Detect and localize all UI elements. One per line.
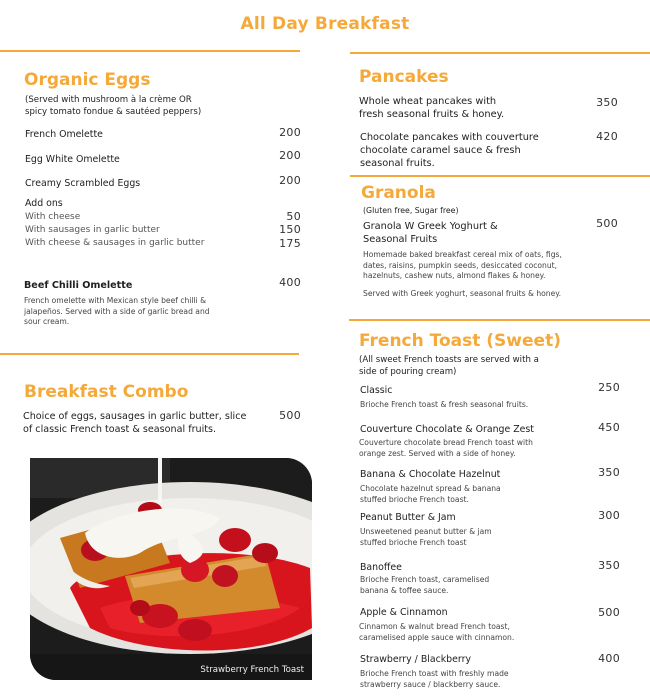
menu-item-price: 500 [596, 217, 618, 230]
desc-line: banana & toffee sauce. [360, 585, 449, 595]
addon-name: With cheese [25, 212, 81, 222]
section-divider [350, 175, 650, 177]
menu-item-name: Classic [360, 385, 393, 396]
menu-item-name [359, 95, 504, 121]
food-image [30, 458, 312, 680]
desc-line: sour cream. [24, 317, 70, 326]
menu-item-description [359, 622, 514, 643]
desc-line: Unsweetened peanut butter & jam [360, 527, 492, 536]
desc-line: strawberry sauce / blackberry sauce. [360, 679, 501, 689]
desc-line: Cinnamon & walnut bread French toast, [359, 622, 510, 631]
menu-item-price: 250 [598, 381, 620, 394]
menu-item-name: French Omelette [25, 129, 103, 140]
menu-item-description [359, 438, 533, 459]
desc-line: dates, raisins, pumpkin seeds, desiccated coconut, [363, 260, 558, 270]
menu-item-description [24, 296, 210, 328]
menu-item-name: Banoffee [360, 562, 402, 573]
menu-item-description [360, 669, 509, 690]
desc-line: caramelised apple sauce with cinnamon. [359, 632, 515, 642]
desc-line: Couverture chocolate bread French toast with [359, 438, 533, 447]
section-heading-breakfast-combo: Breakfast Combo [24, 382, 189, 402]
desc-line: stuffed brioche French toast [360, 537, 467, 547]
item-line: chocolate caramel sauce & fresh [360, 145, 521, 156]
item-line: Whole wheat pancakes with [359, 96, 497, 107]
item-line: Granola W Greek Yoghurt & [363, 221, 498, 232]
addon-name: With cheese & sausages in garlic butter [25, 238, 205, 248]
menu-item-price: 420 [596, 130, 618, 143]
addons-label: Add ons [25, 198, 63, 209]
menu-item-price: 450 [598, 421, 620, 434]
menu-item-price: 350 [598, 559, 620, 572]
addon-price: 50 [286, 210, 301, 223]
menu-item-price: 350 [596, 96, 618, 109]
menu-item-name: Creamy Scrambled Eggs [25, 178, 141, 189]
menu-item-price: 200 [279, 174, 301, 187]
menu-item-name: Strawberry / Blackberry [360, 654, 471, 665]
menu-item-price: 200 [279, 149, 301, 162]
addon-price: 150 [279, 223, 301, 236]
menu-item-price: 200 [279, 126, 301, 139]
section-heading-organic-eggs: Organic Eggs [24, 70, 151, 90]
desc-line: Brioche French toast, caramelised [360, 575, 490, 584]
note-line: (Served with mushroom à la crème OR [25, 95, 192, 105]
desc-line: orange zest. Served with a side of honey. [359, 448, 516, 458]
desc-line: jalapeños. Served with a side of garlic bread and [24, 306, 210, 316]
granola-served-note: Served with Greek yoghurt, seasonal fruits & honey. [363, 289, 562, 298]
note-line: side of pouring cream) [359, 366, 457, 377]
page-title: All Day Breakfast [240, 14, 410, 34]
menu-item-price: 400 [279, 276, 301, 289]
title-divider-left [0, 50, 300, 52]
desc-line: hazelnuts, cashew nuts, almond flakes & honey. [363, 271, 546, 280]
desc-line: Chocolate hazelnut spread & banana [360, 484, 501, 493]
menu-item-name: Apple & Cinnamon [360, 607, 448, 618]
combo-price: 500 [279, 409, 301, 422]
menu-item-name: Egg White Omelette [25, 154, 120, 165]
note-line: (All sweet French toasts are served with a [359, 355, 539, 365]
menu-item-description [360, 575, 489, 596]
granola-note: (Gluten free, Sugar free) [363, 206, 459, 215]
menu-item-price: 350 [598, 466, 620, 479]
note-line: spicy tomato fondue & sautéed peppers) [25, 106, 202, 117]
desc-line: Brioche French toast with freshly made [360, 669, 509, 678]
section-heading-granola: Granola [361, 183, 436, 203]
menu-item-price: 400 [598, 652, 620, 665]
menu-item-name: Couverture Chocolate & Orange Zest [360, 424, 534, 435]
menu-item-description: Brioche French toast & fresh seasonal fruits. [360, 400, 529, 409]
menu-item-name: Beef Chilli Omelette [24, 280, 133, 291]
addon-name: With sausages in garlic butter [25, 225, 160, 235]
section-divider [349, 319, 650, 321]
photo-caption: Strawberry French Toast [200, 665, 304, 675]
french-toast-note [359, 355, 539, 378]
item-line: seasonal fruits. [360, 158, 435, 169]
strawberry-french-toast-photo [30, 458, 312, 680]
section-divider [0, 353, 299, 355]
desc-line: French omelette with Mexican style beef chilli & [24, 296, 207, 305]
desc-line: Homemade baked breakfast cereal mix of oats, figs, [363, 250, 562, 259]
menu-item-description [360, 527, 492, 548]
menu-item-price: 300 [598, 509, 620, 522]
desc-line: Choice of eggs, sausages in garlic butter, slice [23, 411, 247, 422]
combo-description [23, 410, 246, 436]
item-line: fresh seasonal fruits & honey. [359, 109, 505, 120]
organic-eggs-note [25, 95, 201, 118]
section-heading-pancakes: Pancakes [359, 67, 449, 87]
menu-item-name [360, 131, 539, 170]
desc-line: stuffed brioche French toast. [360, 494, 469, 504]
desc-line: of classic French toast & seasonal fruits. [23, 424, 217, 435]
menu-item-name [363, 220, 498, 246]
addon-price: 175 [279, 237, 301, 250]
section-heading-french-toast: French Toast (Sweet) [359, 331, 561, 351]
item-line: Seasonal Fruits [363, 234, 438, 245]
menu-item-description [363, 250, 562, 282]
item-line: Chocolate pancakes with couverture [360, 132, 539, 143]
menu-item-price: 500 [598, 606, 620, 619]
menu-item-name: Banana & Chocolate Hazelnut [360, 469, 501, 480]
menu-item-description [360, 484, 501, 505]
menu-item-name: Peanut Butter & Jam [360, 512, 456, 523]
title-divider-right [350, 52, 650, 54]
